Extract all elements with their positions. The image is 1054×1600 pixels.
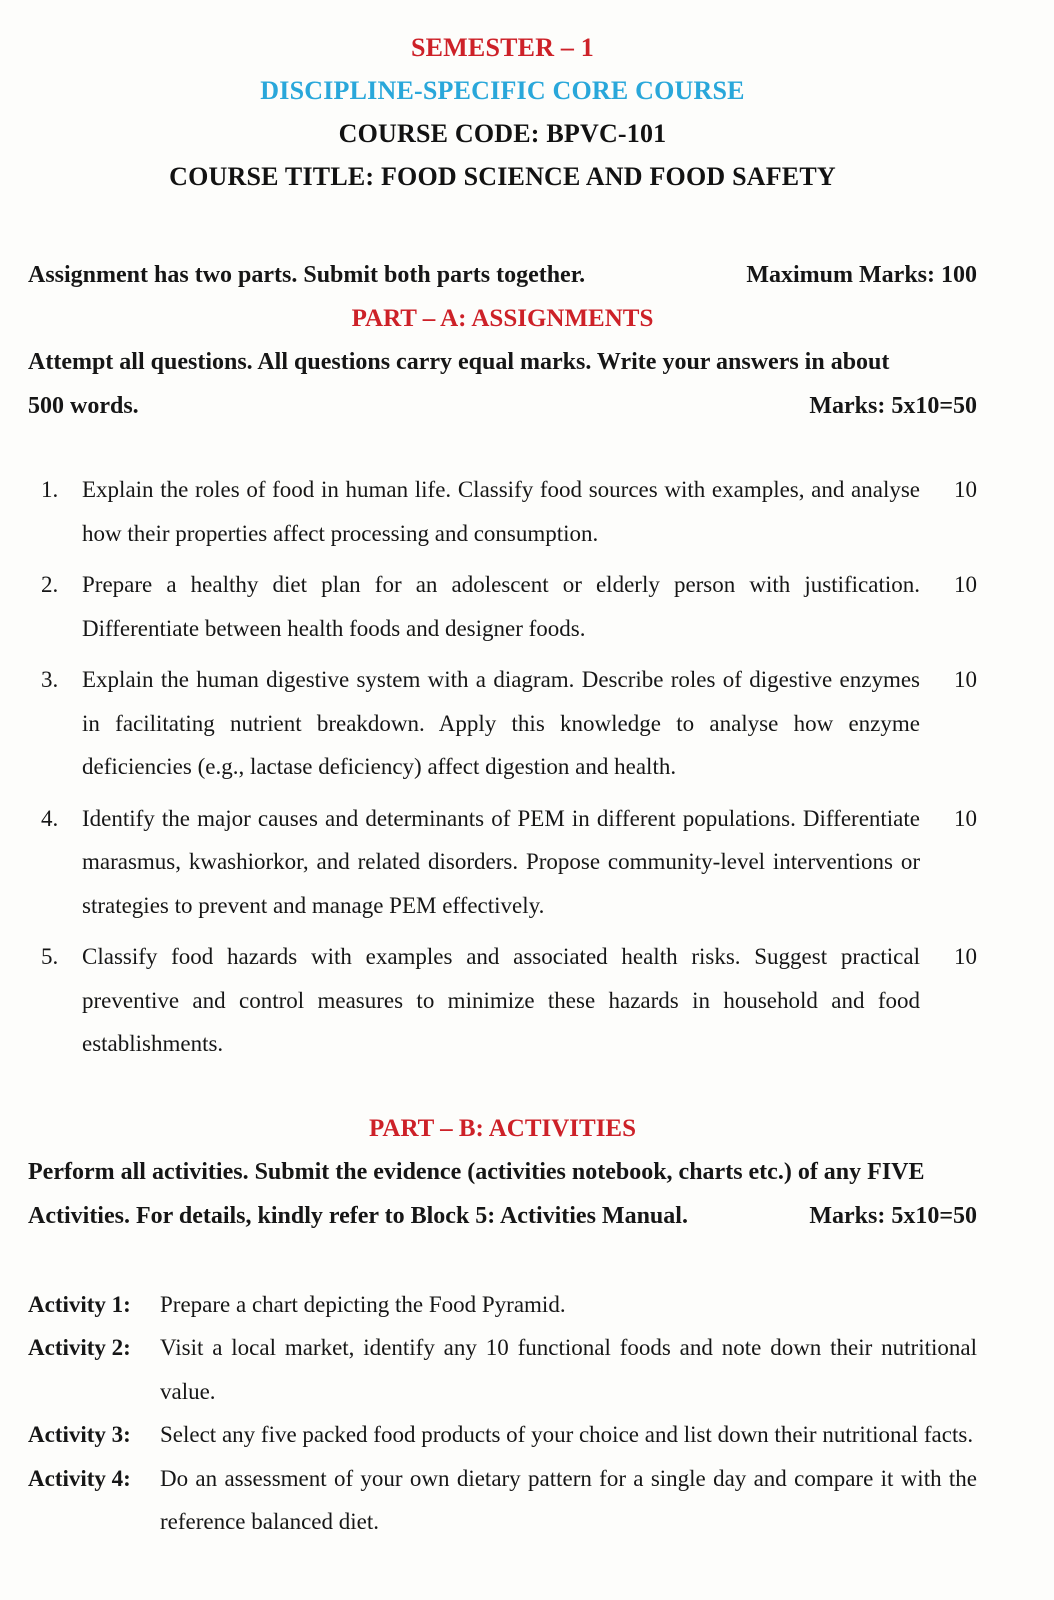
course-title-heading: COURSE TITLE: FOOD SCIENCE AND FOOD SAFETY <box>169 162 836 191</box>
question-number: 4. <box>41 805 59 831</box>
question-number: 3. <box>41 667 59 692</box>
activity-row-4 <box>28 1457 977 1544</box>
activity-label: Activity 2: <box>28 1335 131 1360</box>
question-text: Classify food hazards with examples and associated health risks. Suggest practical preventive and control measures to minimize these hazards in household and food establishments. <box>82 944 920 1056</box>
question-number: 2. <box>41 572 59 597</box>
part-a-title: PART – A: ASSIGNMENTS <box>351 305 654 332</box>
activity-label: Activity 4: <box>28 1465 131 1491</box>
part-a-instructions <box>28 340 977 428</box>
question-text: Identify the major causes and determinants of PEM in different populations. Differentiate marasmus, kwashiorkor, and related disorders. Propose community-level interventions or strategies to prevent and manage PEM effectively. <box>82 805 920 918</box>
question-marks: 10 <box>954 944 977 969</box>
question-row-3 <box>28 658 977 789</box>
document-header <box>28 26 977 198</box>
semester-heading: SEMESTER – 1 <box>410 33 594 62</box>
question-list <box>28 468 977 1066</box>
question-row-2 <box>28 563 977 650</box>
activity-text: Select any five packed food products of your choice and list down their nutritional facts. <box>160 1422 974 1447</box>
question-marks: 10 <box>954 667 977 692</box>
question-marks: 10 <box>954 572 977 597</box>
question-text: Explain the roles of food in human life. Classify food sources with examples, and analyse how their properties affect processing and consumption. <box>82 477 920 546</box>
activity-text: Prepare a chart depicting the Food Pyramid. <box>160 1291 566 1317</box>
submission-meta-row <box>28 254 977 297</box>
activity-row-2 <box>28 1326 977 1413</box>
part-b-instructions-line2: Activities. For details, kindly refer to Block 5: Activities Manual. <box>28 1202 688 1229</box>
activity-row-3 <box>28 1413 977 1457</box>
course-type-heading: DISCIPLINE-SPECIFIC CORE COURSE <box>260 76 745 105</box>
part-b-marks-note: Marks: 5x10=50 <box>809 1202 977 1229</box>
maximum-marks: Maximum Marks: 100 <box>746 262 977 288</box>
activity-list <box>28 1283 977 1544</box>
question-text: Explain the human digestive system with a diagram. Describe roles of digestive enzymes in facilitating nutrient breakdown. Apply this knowledge to analyse how enzyme deficiencies (e.g., lactase deficiency) affect digestion and health. <box>82 667 920 779</box>
question-row-4 <box>28 797 977 928</box>
question-row-1 <box>28 468 977 555</box>
question-marks: 10 <box>954 477 977 502</box>
activity-label: Activity 1: <box>28 1291 131 1317</box>
question-number: 1. <box>41 477 59 502</box>
question-number: 5. <box>41 944 59 969</box>
activity-row-1 <box>28 1283 977 1327</box>
part-b-instructions-line1: Perform all activities. Submit the evidence (activities notebook, charts etc.) of any FIVE <box>28 1158 925 1185</box>
part-b-title: PART – B: ACTIVITIES <box>368 1114 637 1142</box>
question-row-5 <box>28 935 977 1066</box>
submission-note: Assignment has two parts. Submit both parts together. <box>28 262 586 288</box>
part-b-instructions <box>28 1150 977 1238</box>
question-text: Prepare a healthy diet plan for an adolescent or elderly person with justification. Differentiate between health foods and designer foods. <box>82 572 920 641</box>
question-marks: 10 <box>954 805 977 831</box>
activity-text: Visit a local market, identify any 10 functional foods and note down their nutritional value. <box>160 1335 977 1404</box>
part-a-marks-note: Marks: 5x10=50 <box>809 393 977 419</box>
activity-label: Activity 3: <box>28 1422 131 1447</box>
course-code-heading: COURSE CODE: BPVC-101 <box>338 119 667 148</box>
part-a-instructions-line2: 500 words. <box>28 393 139 419</box>
activity-text: Do an assessment of your own dietary pattern for a single day and compare it with the reference balanced diet. <box>160 1465 977 1534</box>
part-a-instructions-line1: Attempt all questions. All questions carry equal marks. Write your answers in about <box>28 349 890 375</box>
